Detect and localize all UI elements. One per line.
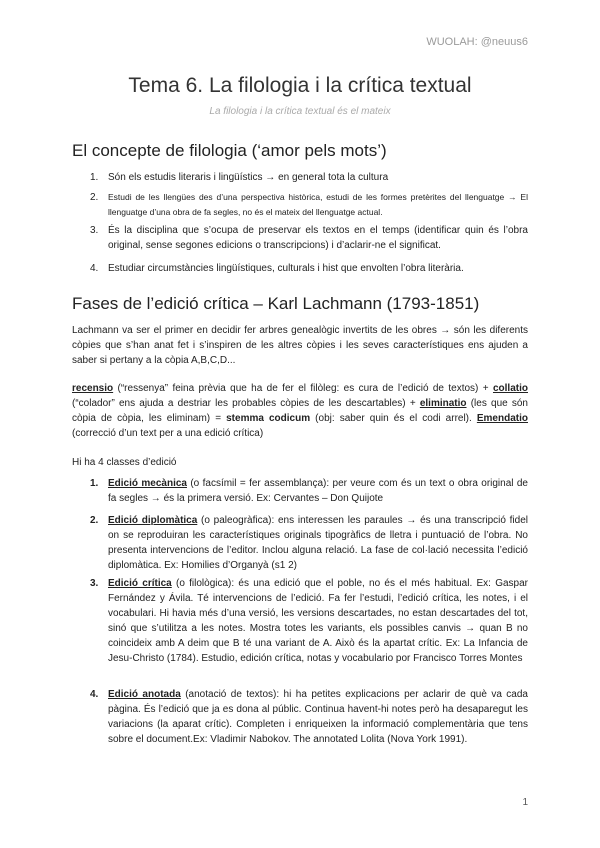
watermark: WUOLAH: @neuus6	[426, 36, 528, 48]
term-eliminatio: eliminatio	[419, 398, 467, 409]
class-name: Edició crítica	[108, 578, 172, 589]
page-subtitle: La filologia i la crítica textual és el mateix	[209, 106, 391, 117]
class-desc: (o facsímil = fer assemblança): per veure com és un text o obra original de fa segles → és la primera versió. Ex: Cervantes – Don Quijote	[108, 478, 528, 504]
list-item	[90, 190, 528, 220]
list-item	[90, 170, 528, 185]
intro-paragraph: Lachmann va ser el primer en decidir fer arbres genealògic invertits de les obres → són les diferents còpies que s’han anat fet i s’inspiren de les altres còpies i les seves característiques ens ajuden a saber si pertany a la còpia A,B,C,D...	[72, 325, 528, 366]
section-heading-phases: Fases de l’edició crítica – Karl Lachmann (1793-1851)	[72, 294, 480, 313]
list-number: 3.	[90, 578, 99, 589]
list-text: Estudi de les llengües des d’una perspectiva històrica, estudi de les formes pretèrites del llenguatge → El llenguatge d’una obra de fa segles, no és el mateix del llenguatge actual.	[108, 192, 528, 217]
term-desc: (correcció d’un text per a una edició crítica)	[72, 428, 264, 439]
class-name: Edició diplomàtica	[108, 515, 198, 526]
list-number: 1.	[90, 172, 99, 183]
list-number: 1.	[90, 478, 99, 489]
list-number: 4.	[90, 263, 99, 274]
page-title: Tema 6. La filologia i la crítica textual	[128, 74, 472, 97]
list-text: Estudiar circumstàncies lingüístiques, culturals i hist que envolten l’obra literària.	[108, 263, 464, 274]
list-item	[90, 261, 528, 276]
term-desc: (les que són còpia de còpia, les eliminam) =	[72, 398, 528, 424]
classes-intro: Hi ha 4 classes d’edició	[72, 457, 177, 468]
term-desc: (“ressenya” feina prèvia que ha de fer el filòleg: es cura de l’edició de textos) +	[113, 383, 493, 394]
list-item	[90, 223, 528, 253]
section-heading-concept: El concepte de filologia (‘amor pels mots’)	[72, 141, 387, 160]
term-desc: (obj: saber quin és el codi arrel).	[310, 413, 477, 424]
class-desc: (o filològica): és una edició que el poble, no és el més habitual. Ex: Gaspar Fernández y Ávila. Té intervencions de l’edició. Fa fer l’estudi, l’edició crítica, les notes, i el vocabulari. Hi havia més d’una versió, les versions descartades, no estan descartades del tot, sinó que s’utilitza a les notes. Mostra totes les variants, els possibles canvis → quan B no coincideix amb A deim que B té una variant de A. Això és la apartat crític. Ex: La Infancia de Jesu-Christo (1784). Estudio, edición crítica, notas y vocabulario por Francisco Torres Montes	[108, 578, 528, 664]
list-item	[90, 476, 528, 506]
list-text: És la disciplina que s’ocupa de preservar els textos en el temps (identificar quin és l’obra original, sense segones edicions o transcripcions) i d’aclarir-ne el significat.	[108, 225, 528, 251]
list-number: 2.	[90, 515, 99, 526]
class-name: Edició anotada	[108, 689, 181, 700]
term-stemma: stemma codicum	[226, 413, 311, 424]
list-number: 2.	[90, 192, 99, 203]
class-name: Edició mecànica	[108, 478, 187, 489]
list-item	[90, 513, 528, 573]
term-emendatio: Emendatio	[476, 413, 528, 424]
term-collatio: collatio	[492, 383, 528, 394]
term-desc: (“colador” ens ajuda a destriar les probables còpies de les descartables) +	[72, 398, 420, 409]
list-item	[90, 687, 528, 747]
list-number: 4.	[90, 689, 99, 700]
list-item	[90, 576, 528, 666]
phases-paragraph	[72, 381, 528, 441]
term-recensio: recensio	[72, 383, 114, 394]
class-desc: (o paleogràfica): ens interessen les paraules → és una transcripció fidel on se reproduiran les característiques originals tipogràfics de lletra i puntuació de l’obra. No presenta intervencions de l’editor. Inclou alguna relació. La fase de col·lació necessita l’edició diplomàtica. Ex: Homilies d’Organyà (s1 2)	[108, 515, 528, 571]
list-text: Són els estudis literaris i lingüístics → en general tota la cultura	[108, 172, 389, 183]
list-number: 3.	[90, 225, 99, 236]
page-number: 1	[522, 797, 528, 808]
class-desc: (anotació de textos): hi ha petites explicacions per aclarir de què va cada pàgina. És l’edició que ja es dona al públic. Continua havent-hi notes però ha desaparegut les variacions (la aparat crític). Completen i enriqueixen la informació complementària que tens sobre el document.Ex: Vladimir Nabokov. The annotated Lolita (Nova York 1991).	[108, 689, 528, 745]
